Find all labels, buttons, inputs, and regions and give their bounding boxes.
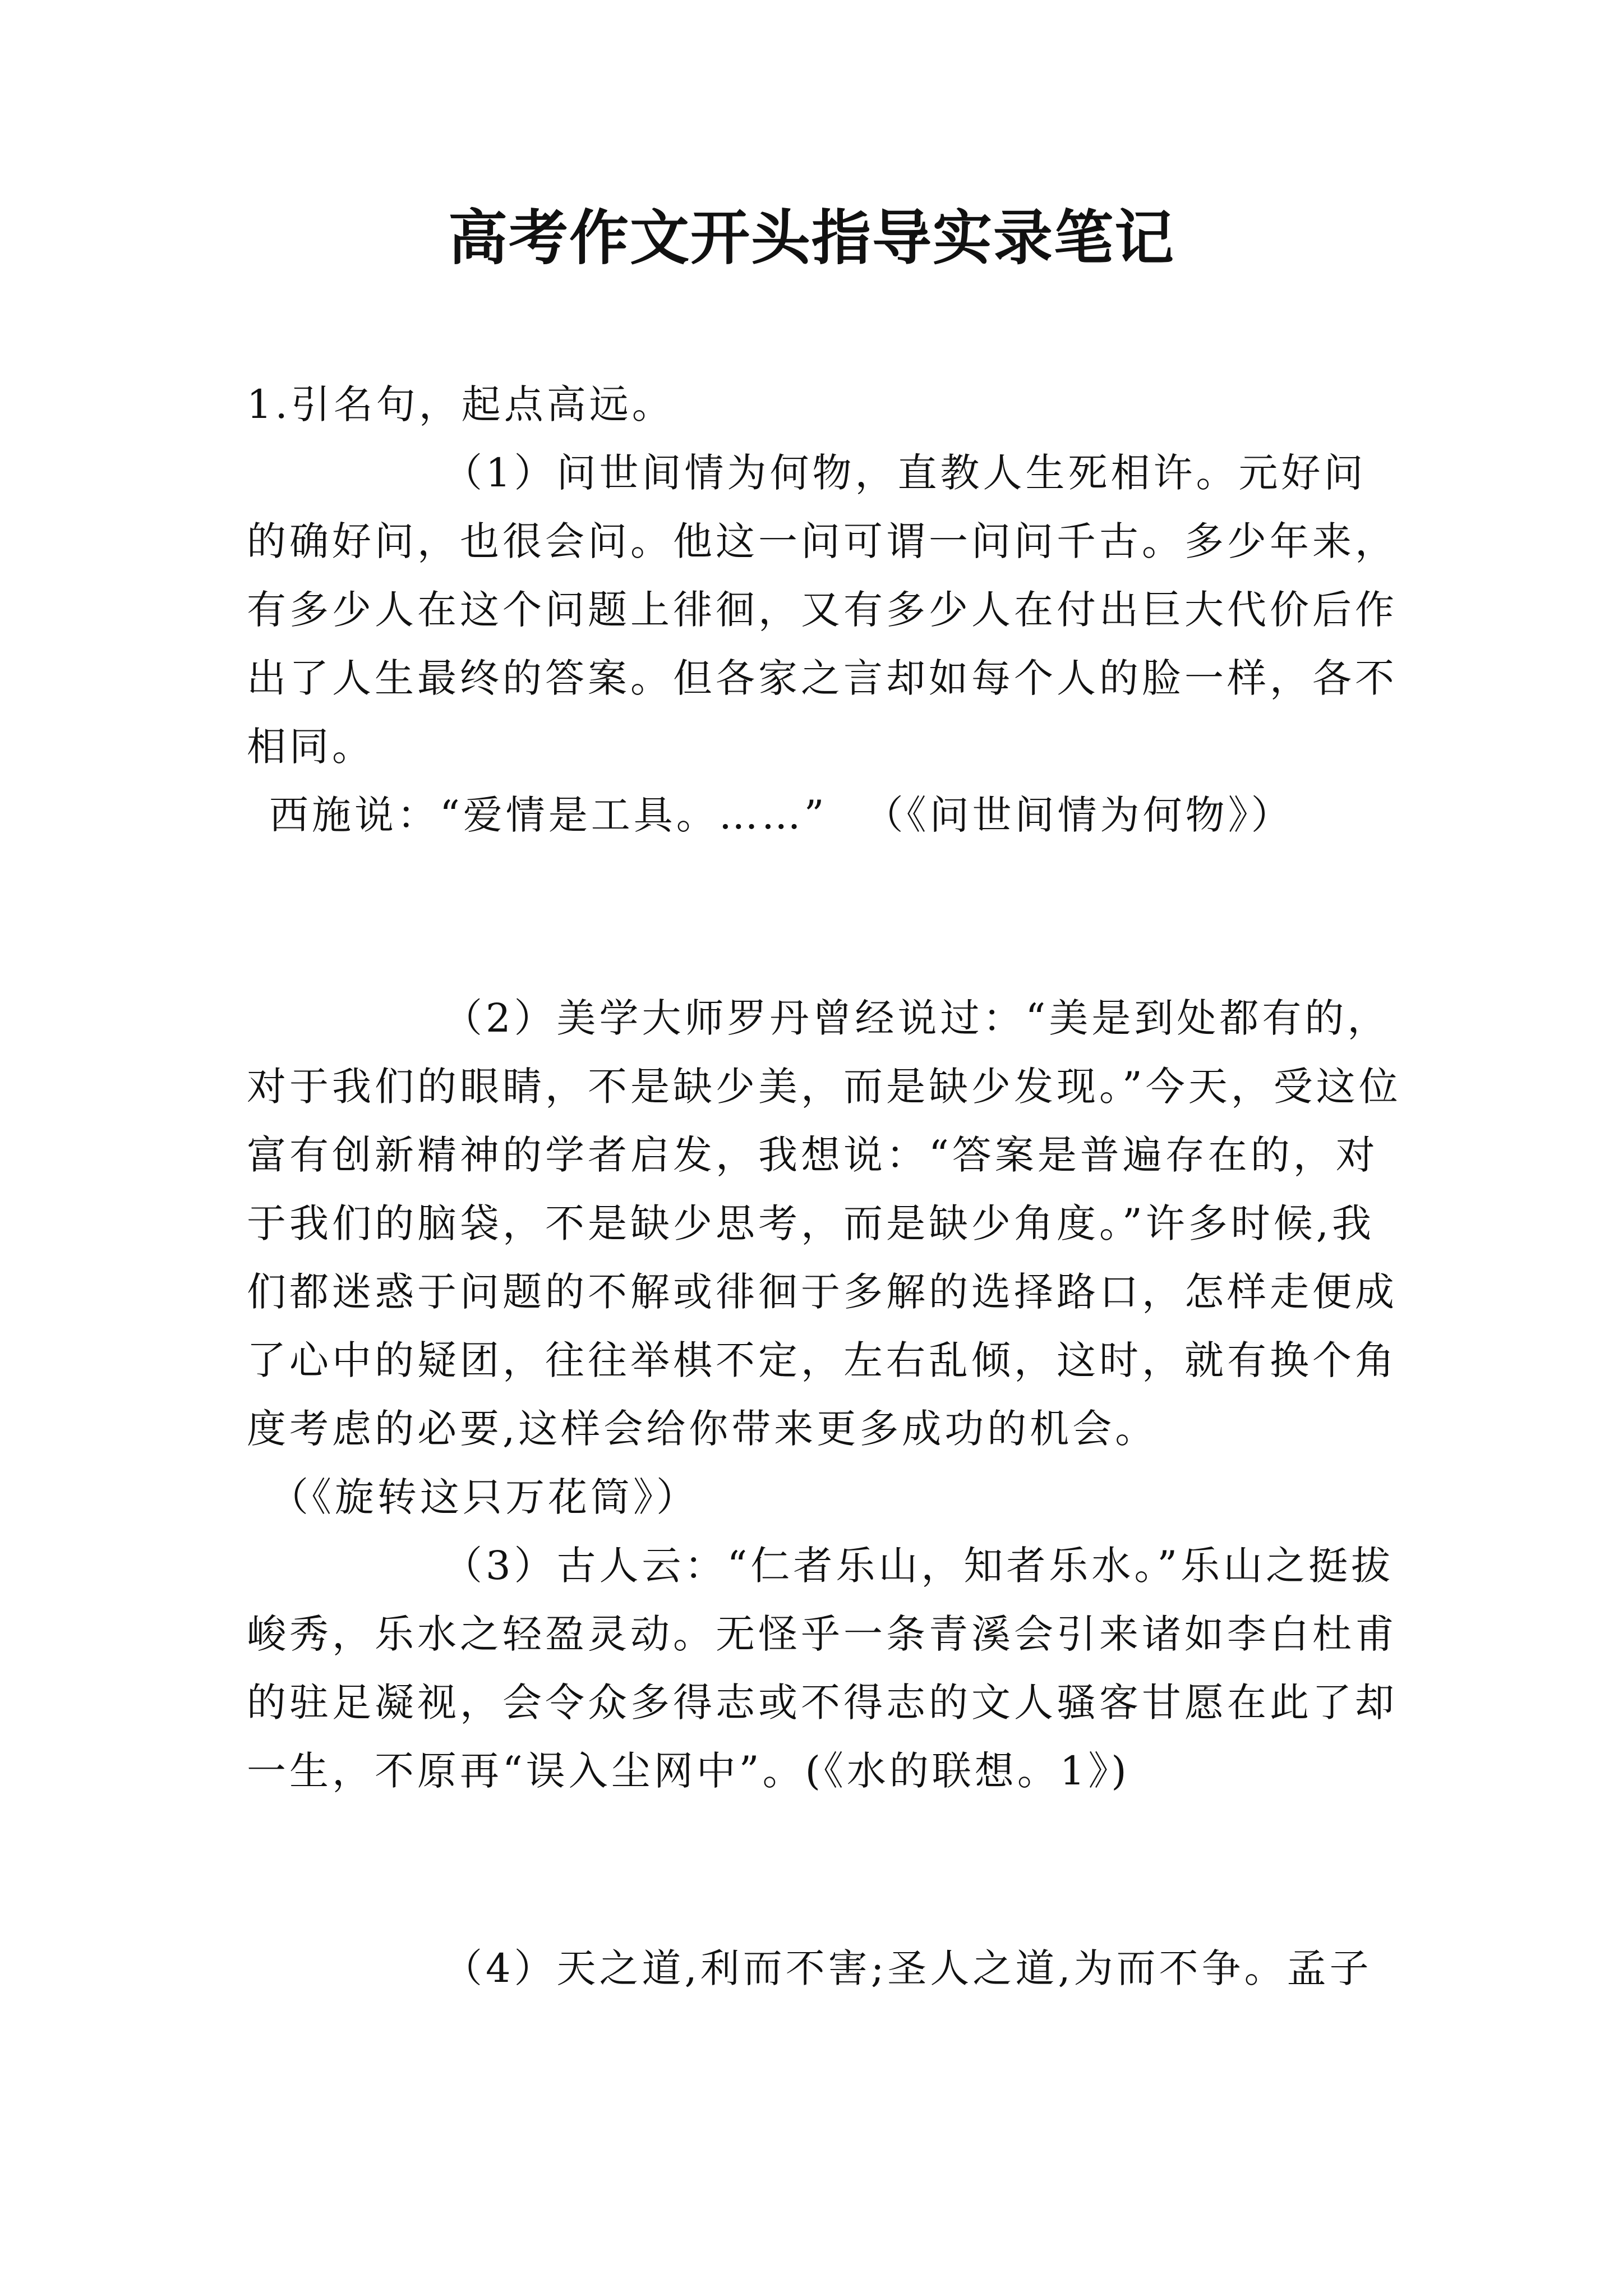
paragraph-2: （2）美学大师罗丹曾经说过：“美是到处都有的，对于我们的眼睛，不是缺少美，而是缺少发现。”今天，受这位富有创新精神的学者启发，我想说：“答案是普遍存在的，对于我们的脑袋，不是缺少思考，而是缺少角度。”许多时候,我们都迷惑于问题的不解或徘徊于多解的选择路口，怎样走便成了心中的疑团，往往举棋不定，左右乱倾，这时，就有换个角度考虑的必要,这样会给你带来更多成功的机会。 <box>247 995 1401 1452</box>
document-body <box>247 370 1402 2003</box>
paragraph-2-citation: （《旋转这只万花筒》） <box>269 1474 699 1520</box>
quote-citation: （《问世间情为何物》） <box>883 792 1294 838</box>
paragraph-3: （3）古人云：“仁者乐山，知者乐水。”乐山之挺拔峻秀，乐水之轻盈灵动。无怪乎一条青溪会引来诸如李白杜甫的驻足凝视，会令众多得志或不得志的文人骚客甘愿在此了却一生，不原再“误入尘网中”。(《水的联想。1》) <box>247 1543 1398 1794</box>
paragraph-4: （4）天之道,利而不害;圣人之道,为而不争。孟子 <box>443 1945 1372 1991</box>
quote-line <box>247 781 1402 849</box>
quote-text: 西施说：“爱情是工具。……” <box>269 792 828 838</box>
paragraph-1: （1）问世间情为何物，直教人生死相许。元好问的确好问，也很会问。他这一问可谓一问问千古。多少年来，有多少人在这个问题上徘徊，又有多少人在付出巨大代价后作出了人生最终的答案。但各家之言却如每个人的脸一样，各不相同。 <box>247 450 1398 770</box>
page-title: 高考作文开头指导实录笔记 <box>448 203 1175 273</box>
section-heading: 1.引名句，起点高远。 <box>247 381 675 427</box>
